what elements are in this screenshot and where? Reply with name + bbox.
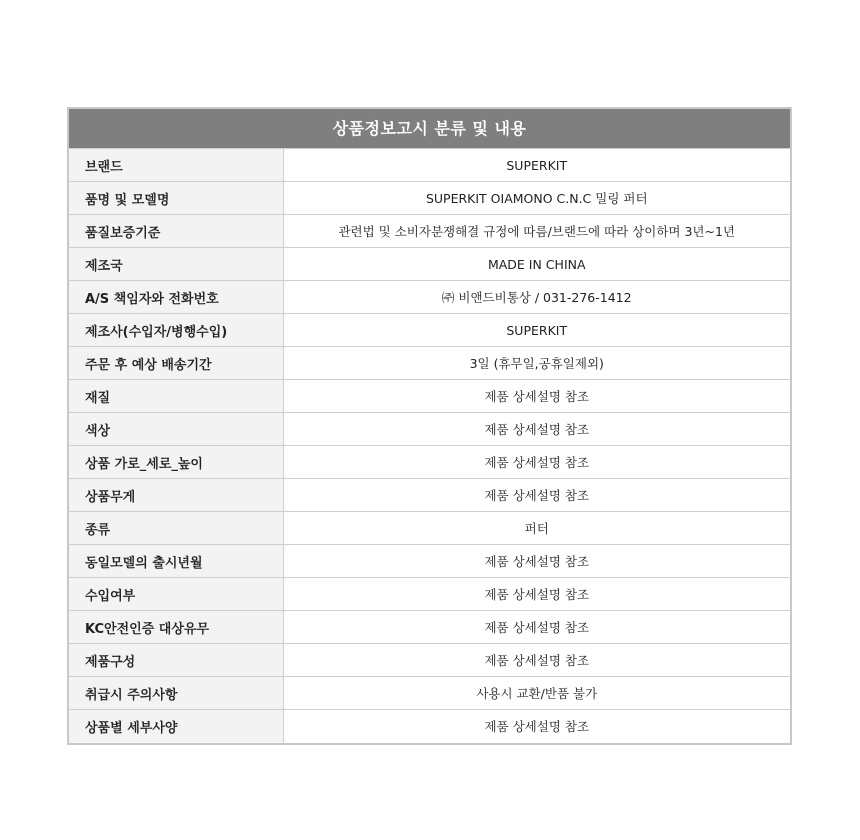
row-label: 상품별 세부사양 (69, 710, 283, 743)
table-row (69, 644, 790, 677)
row-value: MADE IN CHINA (283, 248, 790, 281)
row-label: 제조사(수입자/병행수입) (69, 314, 283, 347)
table-row (69, 380, 790, 413)
row-value: ㈜ 비앤드비통상 / 031-276-1412 (283, 281, 790, 314)
table-row (69, 215, 790, 248)
product-info-table (69, 148, 790, 743)
row-value: 제품 상세설명 참조 (283, 578, 790, 611)
row-value: 관련법 및 소비자분쟁해결 규정에 따름/브랜드에 따라 상이하며 3년~1년 (283, 215, 790, 248)
table-row (69, 479, 790, 512)
table-row (69, 512, 790, 545)
row-value: 제품 상세설명 참조 (283, 611, 790, 644)
row-label: A/S 책임자와 전화번호 (69, 281, 283, 314)
table-row (69, 248, 790, 281)
row-label: 제품구성 (69, 644, 283, 677)
row-label: 브랜드 (69, 149, 283, 182)
table-row (69, 446, 790, 479)
notice-title: 상품정보고시 분류 및 내용 (69, 109, 790, 148)
row-value: 제품 상세설명 참조 (283, 710, 790, 743)
row-label: 주문 후 예상 배송기간 (69, 347, 283, 380)
product-info-notice (67, 107, 792, 745)
row-label: 품질보증기준 (69, 215, 283, 248)
table-row (69, 149, 790, 182)
row-label: KC안전인증 대상유무 (69, 611, 283, 644)
row-value: 제품 상세설명 참조 (283, 380, 790, 413)
row-value: SUPERKIT (283, 149, 790, 182)
row-value: 제품 상세설명 참조 (283, 644, 790, 677)
table-row (69, 677, 790, 710)
row-label: 수입여부 (69, 578, 283, 611)
table-row (69, 413, 790, 446)
table-row (69, 545, 790, 578)
row-label: 제조국 (69, 248, 283, 281)
row-value: 제품 상세설명 참조 (283, 446, 790, 479)
row-label: 품명 및 모델명 (69, 182, 283, 215)
row-value: 제품 상세설명 참조 (283, 413, 790, 446)
row-label: 재질 (69, 380, 283, 413)
table-row (69, 314, 790, 347)
row-value: 3일 (휴무일,공휴일제외) (283, 347, 790, 380)
row-value: 제품 상세설명 참조 (283, 545, 790, 578)
table-row (69, 281, 790, 314)
row-label: 상품무게 (69, 479, 283, 512)
row-label: 취급시 주의사항 (69, 677, 283, 710)
row-value: SUPERKIT OIAMONO C.N.C 밀링 퍼터 (283, 182, 790, 215)
table-row (69, 347, 790, 380)
row-label: 동일모델의 출시년월 (69, 545, 283, 578)
row-label: 색상 (69, 413, 283, 446)
table-row (69, 578, 790, 611)
row-value: 사용시 교환/반품 불가 (283, 677, 790, 710)
row-value: 퍼터 (283, 512, 790, 545)
row-label: 상품 가로_세로_높이 (69, 446, 283, 479)
table-row (69, 710, 790, 743)
row-value: 제품 상세설명 참조 (283, 479, 790, 512)
row-label: 종류 (69, 512, 283, 545)
table-row (69, 182, 790, 215)
row-value: SUPERKIT (283, 314, 790, 347)
table-row (69, 611, 790, 644)
